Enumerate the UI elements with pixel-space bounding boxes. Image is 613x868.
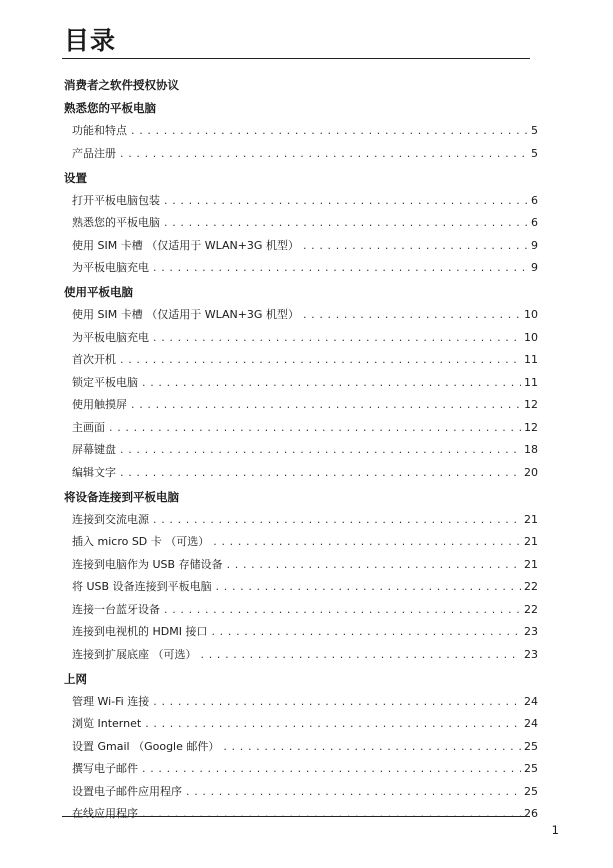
toc-entry-title: 主画面 — [72, 420, 105, 434]
toc-entry-title: 设置 Gmail （Google 邮件） — [72, 739, 220, 753]
toc-entry-title: 浏览 Internet — [72, 717, 142, 730]
toc-entry-page: 21 — [524, 512, 538, 526]
dot-leader — [120, 442, 521, 458]
toc-section-heading[interactable]: 上网 — [64, 671, 87, 686]
toc-entry[interactable] — [72, 512, 538, 528]
dot-leader — [153, 512, 521, 528]
toc-entry-title: 将 USB 设备连接到平板电脑 — [72, 580, 212, 593]
toc-entry-page: 21 — [524, 557, 538, 571]
toc-entry-page: 10 — [524, 330, 538, 344]
toc-entry-page: 26 — [524, 807, 538, 820]
toc-entry-page: 9 — [531, 238, 538, 252]
dot-leader — [211, 624, 521, 640]
toc-entry-title: 编辑文字 — [72, 465, 116, 479]
toc-entry-page: 21 — [524, 535, 538, 548]
toc-entry-title: 打开平板电脑包装 — [72, 193, 160, 207]
toc-entry-title: 使用 SIM 卡槽 （仅适用于 WLAN+3G 机型） — [72, 238, 299, 252]
toc-entry[interactable] — [72, 238, 538, 254]
toc-entry[interactable] — [72, 694, 538, 710]
toc-entry-page: 24 — [524, 717, 538, 730]
dot-leader — [153, 694, 521, 710]
toc-section-heading[interactable]: 将设备连接到平板电脑 — [64, 489, 179, 504]
toc-section-heading[interactable]: 使用平板电脑 — [64, 285, 133, 299]
toc-entry-page: 20 — [524, 465, 538, 479]
dot-leader — [142, 806, 521, 822]
toc-entry[interactable] — [72, 465, 538, 481]
toc-entry[interactable] — [72, 784, 538, 800]
toc-entry[interactable] — [72, 647, 538, 663]
toc-entry-title: 首次开机 — [72, 353, 116, 366]
toc-entry-title: 连接到交流电源 — [72, 512, 149, 526]
toc-section-heading[interactable]: 熟悉您的平板电脑 — [64, 101, 156, 115]
footer-divider — [62, 816, 530, 817]
dot-leader — [120, 146, 528, 162]
toc-entry-title: 连接到电脑作为 USB 存储设备 — [72, 557, 223, 571]
toc-entry-title: 连接一台蓝牙设备 — [72, 602, 160, 616]
toc-entry[interactable] — [72, 579, 538, 595]
toc-entry[interactable] — [72, 352, 538, 368]
dot-leader — [303, 307, 521, 323]
toc-entry-title: 功能和特点 — [72, 124, 127, 137]
page-title: 目录 — [64, 26, 117, 55]
dot-leader — [201, 647, 522, 663]
toc-entry-title: 为平板电脑充电 — [72, 261, 149, 274]
toc-entry[interactable] — [72, 330, 538, 346]
toc-entry[interactable] — [72, 624, 538, 640]
page-number: 1 — [551, 823, 559, 837]
toc-entry[interactable] — [72, 442, 538, 458]
dot-leader — [164, 602, 521, 618]
toc-entry-title: 使用 SIM 卡槽 （仅适用于 WLAN+3G 机型） — [72, 308, 299, 321]
toc-entry-page: 5 — [531, 124, 538, 137]
dot-leader — [227, 557, 521, 573]
toc-entry-title: 在线应用程序 — [72, 807, 138, 820]
toc-entry-title: 产品注册 — [72, 146, 116, 160]
toc-entry[interactable] — [72, 557, 538, 573]
dot-leader — [223, 739, 521, 755]
toc-entry-page: 22 — [524, 602, 538, 616]
dot-leader — [131, 123, 528, 139]
title-divider — [62, 58, 530, 59]
toc-entry[interactable] — [72, 123, 538, 139]
toc-entry-title: 连接到电视机的 HDMI 接口 — [72, 625, 208, 638]
toc-entry-page: 25 — [524, 762, 538, 775]
toc-entry-title: 插入 micro SD 卡 （可选） — [72, 535, 210, 548]
toc-entry-title: 设置电子邮件应用程序 — [72, 784, 182, 798]
toc-entry-title: 管理 Wi-Fi 连接 — [72, 694, 150, 708]
toc-entry[interactable] — [72, 375, 538, 391]
toc-entry-page: 24 — [524, 694, 538, 708]
toc-section-heading[interactable]: 设置 — [64, 170, 87, 185]
toc-entry[interactable] — [72, 307, 538, 323]
toc-entry-title: 撰写电子邮件 — [72, 762, 138, 775]
toc-entry-title: 为平板电脑充电 — [72, 330, 149, 344]
toc-entry[interactable] — [72, 534, 538, 550]
toc-entry-page: 6 — [531, 216, 538, 229]
dot-leader — [120, 465, 521, 481]
toc-entry-page: 25 — [524, 784, 538, 798]
toc-entry-page: 25 — [524, 739, 538, 753]
toc-entry-page: 11 — [524, 375, 538, 389]
toc-entry-title: 连接到扩展底座 （可选） — [72, 647, 197, 661]
toc-entry-title: 锁定平板电脑 — [72, 375, 138, 389]
dot-leader — [153, 260, 528, 276]
dot-leader — [216, 579, 521, 595]
toc-entry-page: 9 — [531, 261, 538, 274]
toc-entry-page: 11 — [524, 353, 538, 366]
toc-entry-page: 18 — [524, 443, 538, 456]
toc-entry[interactable] — [72, 739, 538, 755]
toc-entry-page: 23 — [524, 625, 538, 638]
toc-entry-page: 10 — [524, 308, 538, 321]
dot-leader — [153, 330, 521, 346]
toc-entry[interactable] — [72, 716, 538, 732]
toc-entry[interactable] — [72, 215, 538, 231]
toc-entry[interactable] — [72, 146, 538, 162]
toc-entry[interactable] — [72, 602, 538, 618]
toc-entry-page: 12 — [524, 398, 538, 411]
toc-entry-title: 使用触摸屏 — [72, 398, 127, 411]
toc-entry-title: 屏幕键盘 — [72, 443, 116, 456]
toc-entry[interactable] — [72, 260, 538, 276]
toc-section-heading[interactable]: 消费者之软件授权协议 — [64, 78, 179, 92]
toc-entry[interactable] — [72, 397, 538, 413]
dot-leader — [186, 784, 521, 800]
toc-entry[interactable] — [72, 806, 538, 822]
toc-entry-page: 12 — [524, 420, 538, 434]
toc-entry-title: 熟悉您的平板电脑 — [72, 216, 160, 229]
dot-leader — [142, 375, 521, 391]
dot-leader — [145, 716, 521, 732]
toc-entry-page: 5 — [531, 146, 538, 160]
dot-leader — [142, 761, 521, 777]
dot-leader — [131, 397, 521, 413]
toc-entry[interactable] — [72, 420, 538, 436]
toc-entry[interactable] — [72, 761, 538, 777]
dot-leader — [164, 193, 528, 209]
dot-leader — [213, 534, 521, 550]
dot-leader — [109, 420, 521, 436]
dot-leader — [164, 215, 528, 231]
toc-entry-page: 23 — [524, 647, 538, 661]
toc-entry-page: 22 — [524, 580, 538, 593]
dot-leader — [120, 352, 521, 368]
toc-entry-page: 6 — [531, 193, 538, 207]
toc-entry[interactable] — [72, 193, 538, 209]
dot-leader — [303, 238, 528, 254]
